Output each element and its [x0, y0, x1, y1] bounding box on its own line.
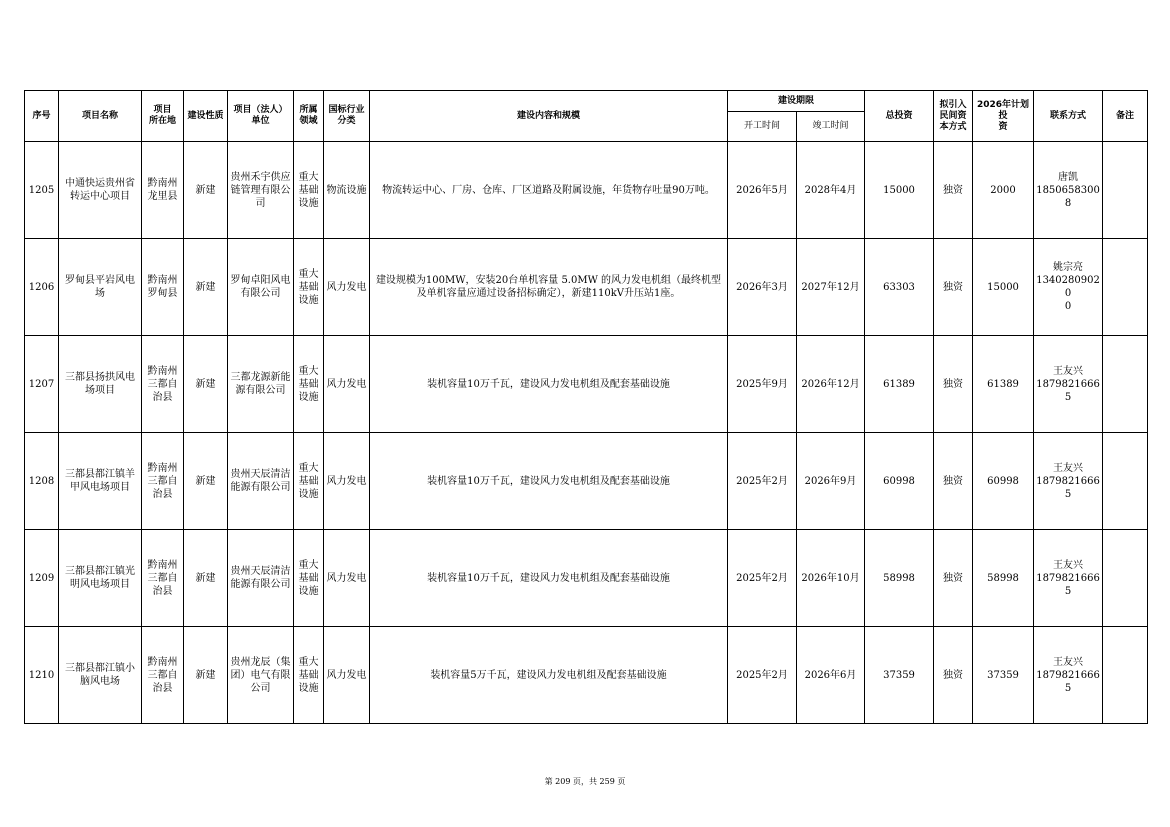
cell-nature: 新建 — [184, 142, 228, 239]
cell-project-name: 罗甸县平岩风电场 — [59, 239, 142, 336]
cell-industry: 风力发电 — [324, 336, 370, 433]
cell-project-name: 三都县扬拱风电场项目 — [59, 336, 142, 433]
cell-content: 装机容量5万千瓦，建设风力发电机组及配套基础设施 — [370, 627, 728, 724]
header-industry: 国标行业 分类 — [324, 91, 370, 142]
cell-remark — [1103, 142, 1148, 239]
cell-start-time: 2026年3月 — [728, 239, 797, 336]
cell-end-time: 2026年10月 — [797, 530, 865, 627]
cell-nature: 新建 — [184, 627, 228, 724]
table-row — [25, 530, 1148, 627]
header-end-time: 竣工时间 — [797, 112, 865, 142]
project-table — [24, 90, 1148, 724]
cell-start-time: 2025年9月 — [728, 336, 797, 433]
cell-contact: 王友兴 18798216665 — [1034, 336, 1103, 433]
table-row — [25, 627, 1148, 724]
header-contact: 联系方式 — [1034, 91, 1103, 142]
cell-field: 重大基础设施 — [294, 530, 324, 627]
table-row — [25, 239, 1148, 336]
header-total-investment: 总投资 — [865, 91, 934, 142]
header-content: 建设内容和规模 — [370, 91, 728, 142]
cell-remark — [1103, 239, 1148, 336]
header-start-time: 开工时间 — [728, 112, 797, 142]
cell-unit: 贵州禾宇供应链管理有限公司 — [228, 142, 294, 239]
cell-total-investment: 37359 — [865, 627, 934, 724]
cell-start-time: 2025年2月 — [728, 627, 797, 724]
cell-project-name: 三都县都江镇小脑风电场 — [59, 627, 142, 724]
cell-end-time: 2028年4月 — [797, 142, 865, 239]
cell-private-capital: 独资 — [934, 336, 973, 433]
cell-seq: 1206 — [25, 239, 59, 336]
cell-field: 重大基础设施 — [294, 336, 324, 433]
cell-location: 黔南州三都自治县 — [142, 530, 184, 627]
cell-seq: 1207 — [25, 336, 59, 433]
cell-start-time: 2025年2月 — [728, 433, 797, 530]
cell-end-time: 2026年9月 — [797, 433, 865, 530]
cell-remark — [1103, 627, 1148, 724]
cell-content: 装机容量10万千瓦，建设风力发电机组及配套基础设施 — [370, 336, 728, 433]
cell-total-investment: 63303 — [865, 239, 934, 336]
cell-industry: 风力发电 — [324, 239, 370, 336]
cell-content: 装机容量10万千瓦，建设风力发电机组及配套基础设施 — [370, 433, 728, 530]
cell-plan-investment: 58998 — [973, 530, 1034, 627]
header-field: 所属 领域 — [294, 91, 324, 142]
cell-plan-investment: 15000 — [973, 239, 1034, 336]
cell-location: 黔南州罗甸县 — [142, 239, 184, 336]
header-plan-investment: 2026年计划投 资 — [973, 91, 1034, 142]
cell-private-capital: 独资 — [934, 530, 973, 627]
cell-remark — [1103, 433, 1148, 530]
header-location: 项目 所在地 — [142, 91, 184, 142]
cell-plan-investment: 60998 — [973, 433, 1034, 530]
cell-location: 黔南州三都自治县 — [142, 433, 184, 530]
cell-contact: 唐凯 18506583008 — [1034, 142, 1103, 239]
cell-content: 物流转运中心、厂房、仓库、厂区道路及附属设施，年货物存吐量90万吨。 — [370, 142, 728, 239]
cell-nature: 新建 — [184, 239, 228, 336]
cell-nature: 新建 — [184, 336, 228, 433]
header-private-capital: 拟引入 民间资 本方式 — [934, 91, 973, 142]
table-row — [25, 336, 1148, 433]
cell-content: 装机容量10万千瓦，建设风力发电机组及配套基础设施 — [370, 530, 728, 627]
cell-unit: 三都龙源新能源有限公司 — [228, 336, 294, 433]
cell-field: 重大基础设施 — [294, 142, 324, 239]
header-unit: 项目（法人） 单位 — [228, 91, 294, 142]
cell-contact: 王友兴 18798216665 — [1034, 530, 1103, 627]
cell-private-capital: 独资 — [934, 239, 973, 336]
page-footer: 第 209 页，共 259 页 — [544, 777, 626, 786]
cell-location: 黔南州龙里县 — [142, 142, 184, 239]
cell-field: 重大基础设施 — [294, 239, 324, 336]
cell-content: 建设规模为100MW，安装20台单机容量 5.0MW 的风力发电机组（最终机型及单机容量应通过设备招标确定），新建110kV升压站1座。 — [370, 239, 728, 336]
cell-project-name: 三都县都江镇羊甲风电场项目 — [59, 433, 142, 530]
cell-field: 重大基础设施 — [294, 433, 324, 530]
header-nature: 建设性质 — [184, 91, 228, 142]
cell-private-capital: 独资 — [934, 627, 973, 724]
cell-industry: 风力发电 — [324, 433, 370, 530]
cell-contact: 王友兴 18798216665 — [1034, 627, 1103, 724]
cell-end-time: 2027年12月 — [797, 239, 865, 336]
cell-private-capital: 独资 — [934, 142, 973, 239]
cell-start-time: 2026年5月 — [728, 142, 797, 239]
cell-contact: 姚宗亮 13402809020 0 — [1034, 239, 1103, 336]
cell-seq: 1205 — [25, 142, 59, 239]
cell-total-investment: 61389 — [865, 336, 934, 433]
cell-project-name: 三都县都江镇光明风电场项目 — [59, 530, 142, 627]
cell-contact: 王友兴 18798216665 — [1034, 433, 1103, 530]
cell-location: 黔南州三都自治县 — [142, 627, 184, 724]
table-row — [25, 142, 1148, 239]
header-seq: 序号 — [25, 91, 59, 142]
cell-industry: 风力发电 — [324, 627, 370, 724]
cell-total-investment: 60998 — [865, 433, 934, 530]
cell-private-capital: 独资 — [934, 433, 973, 530]
cell-unit: 贵州天辰清洁能源有限公司 — [228, 433, 294, 530]
cell-end-time: 2026年12月 — [797, 336, 865, 433]
cell-unit: 贵州龙辰（集团）电气有限公司 — [228, 627, 294, 724]
cell-plan-investment: 37359 — [973, 627, 1034, 724]
cell-start-time: 2025年2月 — [728, 530, 797, 627]
cell-total-investment: 58998 — [865, 530, 934, 627]
table-row — [25, 433, 1148, 530]
cell-plan-investment: 61389 — [973, 336, 1034, 433]
cell-remark — [1103, 530, 1148, 627]
cell-plan-investment: 2000 — [973, 142, 1034, 239]
cell-total-investment: 15000 — [865, 142, 934, 239]
header-remark: 备注 — [1103, 91, 1148, 142]
header-period: 建设期限 — [728, 91, 865, 112]
cell-location: 黔南州三都自治县 — [142, 336, 184, 433]
cell-seq: 1210 — [25, 627, 59, 724]
cell-project-name: 中通快运贵州省转运中心项目 — [59, 142, 142, 239]
cell-unit: 贵州天辰清洁能源有限公司 — [228, 530, 294, 627]
cell-seq: 1209 — [25, 530, 59, 627]
cell-nature: 新建 — [184, 530, 228, 627]
cell-unit: 罗甸卓阳风电有限公司 — [228, 239, 294, 336]
cell-field: 重大基础设施 — [294, 627, 324, 724]
cell-nature: 新建 — [184, 433, 228, 530]
cell-remark — [1103, 336, 1148, 433]
cell-industry: 物流设施 — [324, 142, 370, 239]
header-project-name: 项目名称 — [59, 91, 142, 142]
cell-end-time: 2026年6月 — [797, 627, 865, 724]
cell-industry: 风力发电 — [324, 530, 370, 627]
cell-seq: 1208 — [25, 433, 59, 530]
